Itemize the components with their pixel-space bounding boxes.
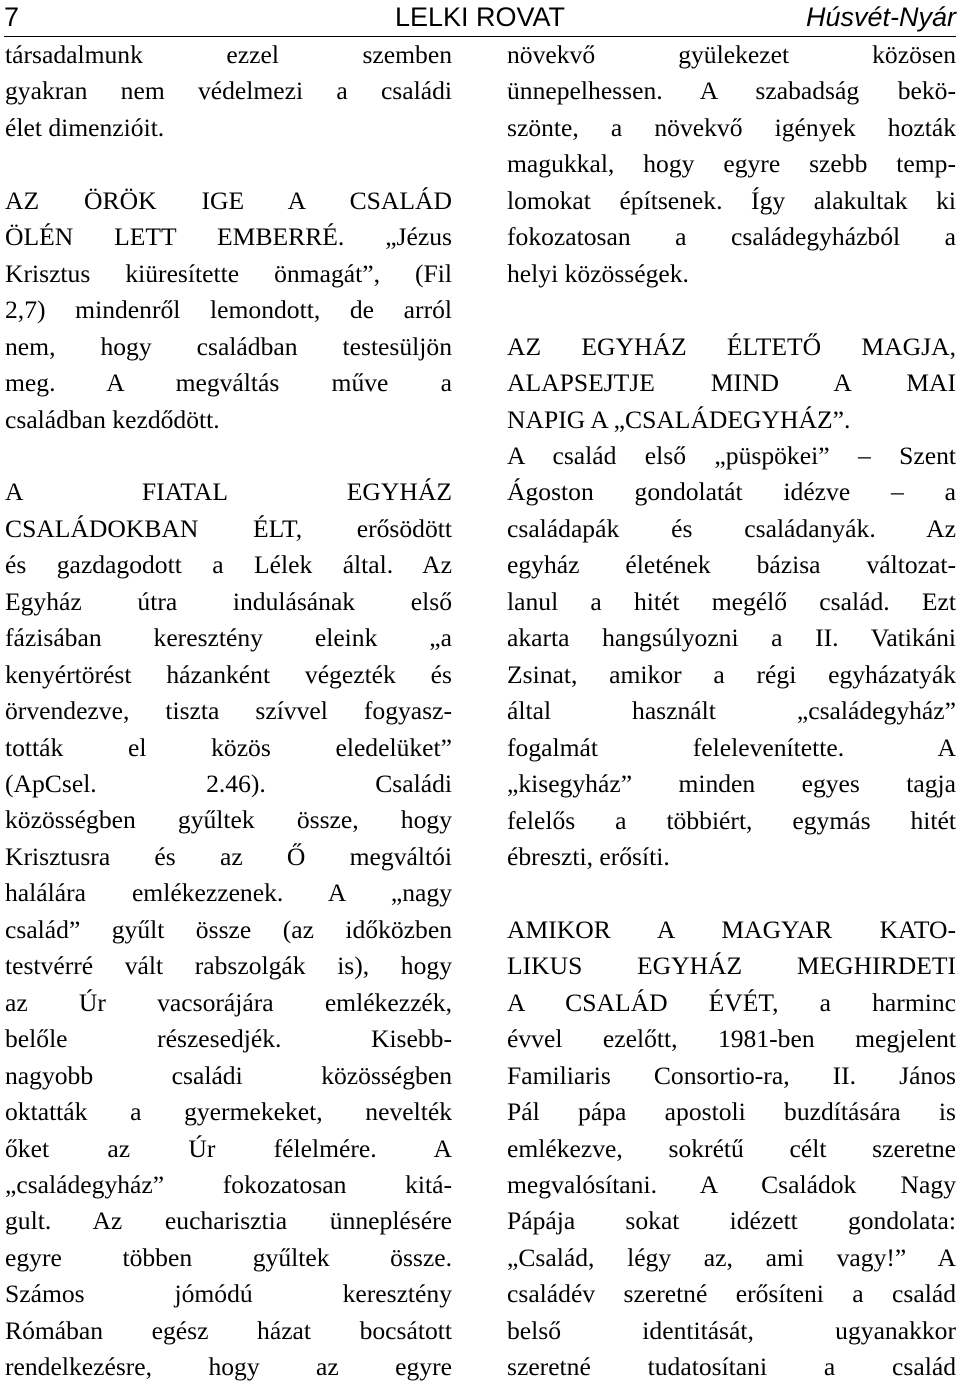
paragraph-gap [507, 292, 956, 328]
paragraph-gap [5, 146, 452, 182]
paragraph [507, 37, 956, 292]
text-line: gyakran nem védelmezi a családi [5, 76, 452, 106]
paragraph [5, 474, 452, 1385]
text-line: helyi közösségek. [507, 258, 689, 288]
paragraph-gap [5, 438, 452, 474]
text-line: Ágoston gondolatát idézve – a [507, 477, 956, 507]
text-line: magukkal, hogy egyre szebb temp- [507, 149, 956, 179]
text-line: Rómában egész házat bocsátott [5, 1315, 452, 1345]
text-line: fokozatosan a családegyházból a [507, 222, 956, 252]
text-line: kenyértörést házanként végezték és [5, 659, 452, 689]
text-line: LIKUS EGYHÁZ MEGHIRDETI [507, 951, 956, 981]
text-line: évvel ezelőtt, 1981-ben megjelent [507, 1024, 956, 1054]
text-line: társadalmunk ezzel szemben [5, 40, 452, 69]
paragraph [507, 912, 956, 1386]
text-line: fázisában keresztény eleink „a [5, 623, 452, 653]
text-line: AZ ÖRÖK IGE A CSALÁD [5, 185, 452, 215]
text-line: A FIATAL EGYHÁZ [5, 477, 452, 507]
text-line: megvalósítani. A Családok Nagy [507, 1170, 956, 1200]
text-line: rendelkezésre, hogy az egyre [5, 1352, 452, 1382]
text-line: családapák és családanyák. Az [507, 513, 956, 543]
text-line: ALAPSEJTJE MIND A MAI [507, 368, 956, 398]
text-line: testvérré vált rabszolgák is), hogy [5, 951, 452, 981]
text-line: lomokat építsenek. Így alakultak ki [507, 185, 956, 215]
page-number: 7 [4, 2, 20, 32]
text-line: lanul a hitét megélő család. Ezt [507, 586, 956, 616]
text-line: felelős a többiért, egymás hitét [507, 805, 956, 835]
text-line: A CSALÁD ÉVÉT, a harminc [507, 987, 956, 1017]
text-line: örvendezve, tiszta szívvel fogyasz- [5, 696, 452, 726]
text-line: Krisztus kiüresítette önmagát”, (Fil [5, 258, 452, 288]
text-line: szeretné tudatosítani a család [507, 1352, 956, 1382]
text-line: „kisegyház” minden egyes tagja [507, 769, 956, 799]
text-line: Pál pápa apostoli buzdítására is [507, 1097, 956, 1127]
section-title: LELKI ROVAT [394, 2, 566, 32]
text-line: által használt „családegyház” [507, 696, 956, 726]
text-line: fogalmát felelevenítette. A [507, 732, 956, 762]
text-line: CSALÁDOKBAN ÉLT, erősödött [5, 513, 452, 543]
text-line: családév szeretné erősíteni a család [507, 1279, 956, 1309]
text-line: „családegyház” fokozatosan kitá- [5, 1170, 452, 1200]
text-line: emlékezve, sokrétű célt szeretne [507, 1133, 956, 1163]
text-line: NAPIG A „CSALÁDEGYHÁZ”. [507, 404, 851, 434]
text-line: meg. A megváltás műve a [5, 368, 452, 398]
text-line: élet dimenzióit. [5, 112, 165, 142]
text-line: Számos jómódú keresztény [5, 1279, 452, 1309]
text-line: 2,7) mindenről lemondott, de arról [5, 295, 452, 325]
text-line: halálára emlékezzenek. A „nagy [5, 878, 452, 908]
text-line: belőle részesedjék. Kisebb- [5, 1024, 452, 1054]
text-line: A család első „püspökei” – Szent [507, 440, 956, 470]
text-line: szönte, a növekvő igények hozták [507, 112, 956, 142]
text-line: AZ EGYHÁZ ÉLTETŐ MAGJA, [507, 331, 956, 361]
page-header [4, 0, 956, 37]
text-line: Krisztusra és az Ő megváltói [5, 841, 452, 871]
left-column [5, 37, 452, 1386]
paragraph [5, 183, 452, 438]
text-line: egyre többen gyűltek össze. [5, 1242, 452, 1272]
text-line: nem, hogy családban testesüljön [5, 331, 452, 361]
text-line: AMIKOR A MAGYAR KATO- [507, 914, 956, 944]
text-line: ÖLÉN LETT EMBERRÉ. „Jézus [5, 222, 452, 252]
right-column [507, 37, 956, 1386]
paragraph-gap [507, 875, 956, 911]
text-line: növekvő gyülekezet közösen [507, 40, 956, 69]
text-line: akarta hangsúlyozni a II. Vatikáni [507, 623, 956, 653]
text-line: az Úr vacsorájára emlékezzék, [5, 987, 452, 1017]
text-line: (ApCsel. 2.46). Családi [5, 769, 452, 799]
paragraph [5, 37, 452, 146]
text-line: közösségben gyűltek össze, hogy [5, 805, 452, 835]
paragraph [507, 329, 956, 876]
text-line: családban kezdődött. [5, 404, 220, 434]
text-line: egyház életének bázisa változat- [507, 550, 956, 580]
text-line: család” gyűlt össze (az időközben [5, 914, 452, 944]
text-line: őket az Úr félelmére. A [5, 1133, 452, 1163]
text-line: ébreszti, erősíti. [507, 841, 670, 871]
text-line: Zsinat, amikor a régi egyházatyák [507, 659, 956, 689]
issue-label: Húsvét-Nyár [805, 2, 956, 32]
text-line: és gazdagodott a Lélek által. Az [5, 550, 452, 580]
text-line: Egyház útra indulásának első [5, 586, 452, 616]
text-line: gult. Az eucharisztia ünneplésére [5, 1206, 452, 1236]
text-line: Familiaris Consortio-ra, II. János [507, 1060, 956, 1090]
text-line: tották el közös eledelüket” [5, 732, 452, 762]
text-line: belső identitását, ugyanakkor [507, 1315, 956, 1345]
text-line: ünnepelhessen. A szabadság bekö- [507, 76, 956, 106]
text-line: nagyobb családi közösségben [5, 1060, 452, 1090]
text-line: Pápája sokat idézett gondolata: [507, 1206, 956, 1236]
text-line: oktatták a gyermekeket, nevelték [5, 1097, 452, 1127]
text-line: „Család, légy az, ami vagy!” A [507, 1242, 956, 1272]
